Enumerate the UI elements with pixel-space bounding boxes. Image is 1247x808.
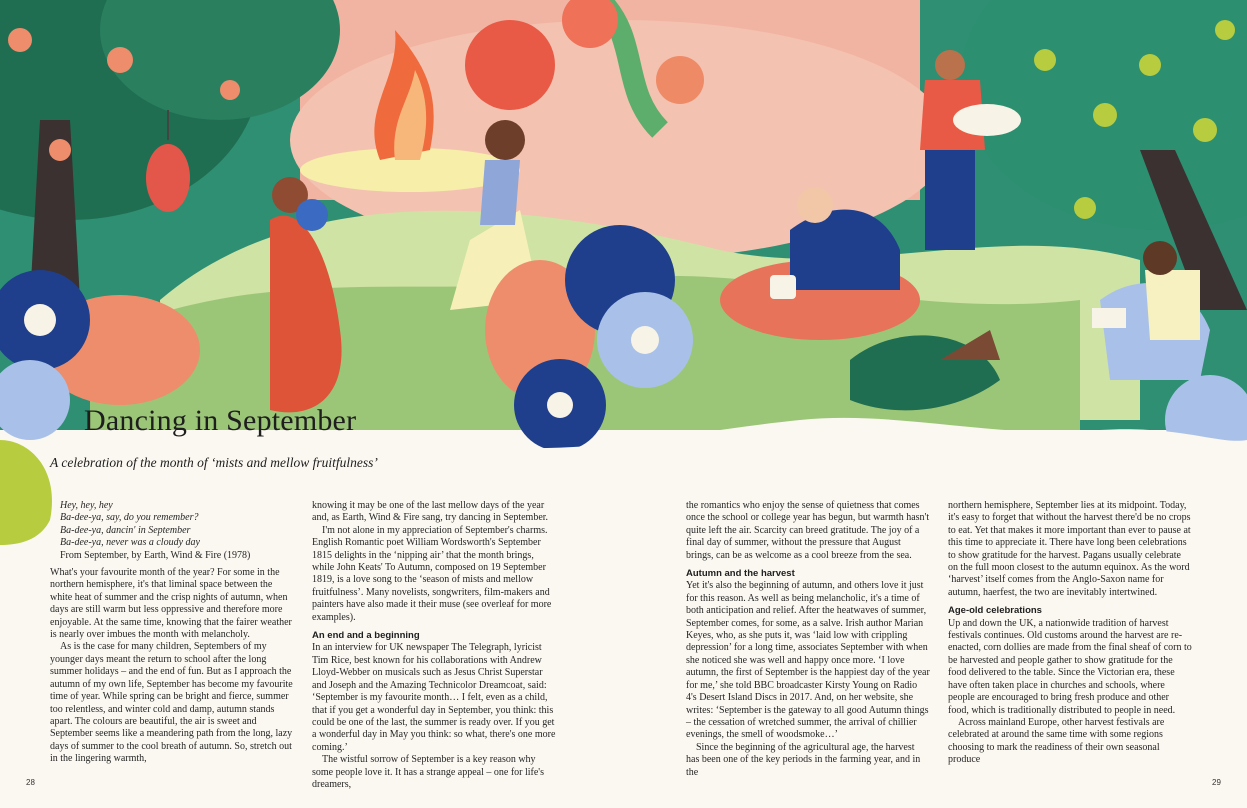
fruit xyxy=(8,28,32,52)
mug xyxy=(770,275,796,299)
reader-head xyxy=(1143,241,1177,275)
text-column-3 xyxy=(686,500,930,779)
section-heading: Autumn and the harvest xyxy=(686,568,795,580)
body-paragraph: What's your favourite month of the year? For some in the northern hemisphere, it's that liminal space between the white heat of summer and the crisp nights of autumn, when days are still warm but less oppressive and therefore more enjoyable. At the same time, knowing that the fairer weather is nearly over imbues the month with melancholy. xyxy=(50,567,292,641)
verse-credit: From September, by Earth, Wind & Fire (1978) xyxy=(60,549,251,561)
fruit xyxy=(49,139,71,161)
flower-center xyxy=(24,304,56,336)
article-title: Dancing in September xyxy=(84,404,357,437)
basket-on-head xyxy=(465,20,555,110)
bouquet xyxy=(296,199,328,231)
page-number-right: 29 xyxy=(1212,778,1221,787)
verse-line: Ba-dee-ya, say, do you remember? xyxy=(60,512,199,524)
picker-head xyxy=(935,50,965,80)
verse-line: Ba-dee-ya, never was a cloudy day xyxy=(60,537,200,549)
reclining-person-head xyxy=(797,187,833,223)
coral-flower xyxy=(656,56,704,104)
body-paragraph: knowing it may be one of the last mellow days of the year and, as Earth, Wind & Fire sang, try dancing in September. xyxy=(312,500,549,524)
body-paragraph: As is the case for many children, Septembers of my younger days meant the return to school after the long summer holidays – and the end of fun. But as I approach the autumn of my own life, September has become my favourite time of year. While spring can be bright and fierce, summer too relentless, and winter cold and damp, autumn stands apart. The colours are beautiful, the air is sweet and September seems like a meandering path from the long, lazy days of summer to the cool breath of autumn. So, stretch out in the lingering warmth, xyxy=(50,641,293,765)
verse-line: Ba-dee-ya, dancin' in September xyxy=(60,524,191,536)
book xyxy=(1092,308,1126,328)
apple xyxy=(1074,197,1096,219)
body-paragraph: In an interview for UK newspaper The Telegraph, lyricist Tim Rice, best known for his collaborations with Andrew Lloyd-Webber on musicals such as Jesus Christ Superstar and Joseph and the Amazing Technicolor Dreamcoat, said: ‘September is my favourite month… I felt, even as a child, that if you get a wonderful day in September, you think: this could be one of the last, the summer is ready over. If you get a wonderful day in May you think: so what, there's one more coming.’ xyxy=(312,642,556,753)
flower-center xyxy=(547,392,573,418)
picker-legs xyxy=(925,140,975,250)
apple xyxy=(1139,54,1161,76)
body-paragraph: northern hemisphere, September lies at its midpoint. Today, it's easy to forget that without the harvest there'd be no crops to eat. Yet that makes it more important than ever to pause at this time to appreciate it. There have long been celebrations to show gratitude for the harvest. Pagans usually celebrate on the full moon closest to the autumn equinox. As the word ‘harvest’ itself comes from the Anglo-Saxon name for autumn, haerfest, the two are inevitably intertwined. xyxy=(948,500,1191,598)
apple xyxy=(1034,49,1056,71)
fruit xyxy=(107,47,133,73)
body-paragraph: Since the beginning of the agricultural age, the harvest has been one of the key periods in the farming year, and in the xyxy=(686,741,921,778)
body-paragraph: Up and down the UK, a nationwide tradition of harvest festivals continues. Old customs around the harvest are re-enacted, corn dollies are made from the final sheaf of corn to be harvested and people gather to show gratitude for the food delivered to the table. Since the Victorian era, these have often taken place in churches and schools, where people are encouraged to bring fresh produce and other food, which is traditionally distributed to people in need. xyxy=(948,617,1192,716)
apple xyxy=(1193,118,1217,142)
body-paragraph: I'm not alone in my appreciation of September's charms. English Romantic poet William Wordsworth's September 1815 delights in the ‘nipping air’ that the month brings, while John Keats' To Autumn, composed on 19 September 1819, is a love song to the ‘season of mists and mellow fruitfulness’. Many novelists, songwriters, film-makers and painters have also made it their muse (see overleaf for more examples). xyxy=(312,524,552,623)
reader-shirt xyxy=(1145,270,1200,340)
text-column-2 xyxy=(312,500,556,791)
text-column-4 xyxy=(948,500,1192,767)
section-heading: An end and a beginning xyxy=(312,630,420,642)
apple xyxy=(1093,103,1117,127)
fruit xyxy=(220,80,240,100)
body-paragraph: Across mainland Europe, other harvest festivals are celebrated at around the same time with some regions choosing to mark the readiness of their own seasonal produce xyxy=(948,716,1165,766)
dancer-top xyxy=(480,160,520,225)
flower-center xyxy=(631,326,659,354)
dancer-head xyxy=(485,120,525,160)
article-standfirst: A celebration of the month of ‘mists and mellow fruitfulness’ xyxy=(50,455,378,470)
text-column-1 xyxy=(50,500,294,766)
body-paragraph: Yet it's also the beginning of autumn, and others love it just for this reason. As well as being melancholic, it's a time of both anticipation and relief. After the heatwaves of summer, September comes, for some, as a salve. Irish author Marian Keyes, who, as she puts it, was ‘laid low with crippling depression’ for a long time, associates September with when she noticed she was well and happy once more. ‘I love autumn, the first of September is the happiest day of the year for me,’ she told BBC broadcaster Kirsty Young on Radio 4's Desert Island Discs in 2017. And, on her website, she writes: ‘September is the gateway to all good Autumn things – the cessation of wretched summer, the arrival of chillier evenings, the smell of woodsmoke…’ xyxy=(686,580,930,741)
apple xyxy=(1215,20,1235,40)
apple-basket xyxy=(953,104,1021,136)
page-number-left: 28 xyxy=(26,778,35,787)
body-paragraph: the romantics who enjoy the sense of quietness that comes once the school or college year has begun, but warmth hasn't quite left the air. Scarcity can breed gratitude. The joy of a final day of summer, without the pressure that August brings, can be as welcome as a cool breeze from the sea. xyxy=(686,500,930,561)
body-paragraph: The wistful sorrow of September is a key reason why some people love it. It has a strange appeal – one for life's dreamers, xyxy=(312,754,545,790)
verse-line: Hey, hey, hey xyxy=(60,500,113,511)
paper-lantern xyxy=(146,144,190,212)
section-heading: Age-old celebrations xyxy=(948,605,1042,617)
